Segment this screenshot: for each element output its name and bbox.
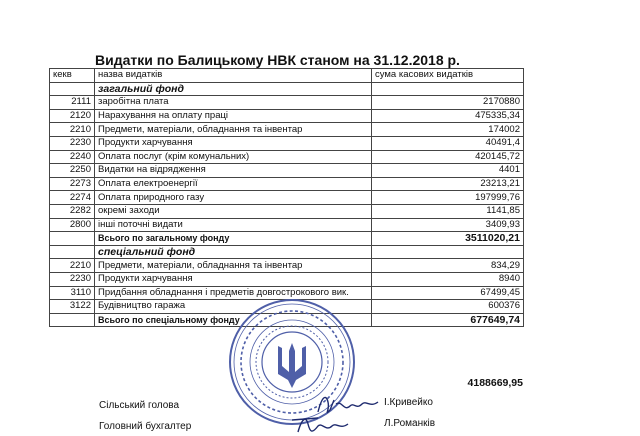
row-name: Продукти харчування — [95, 136, 372, 150]
general-fund-total-row — [50, 232, 524, 246]
row-amount: 8940 — [372, 272, 524, 286]
row-amount: 40491,4 — [372, 136, 524, 150]
head-role: Сільський голова — [99, 400, 180, 411]
trident-icon — [278, 343, 306, 388]
row-name: Оплата природного газу — [95, 191, 372, 205]
head-name: І.Кривейко — [384, 397, 433, 408]
header-row — [50, 69, 524, 83]
row-name: заробітна плата — [95, 96, 372, 110]
grand-total: 4188669,95 — [467, 377, 523, 389]
row-amount: 174002 — [372, 123, 524, 137]
table-row — [50, 164, 524, 178]
row-code: 2120 — [50, 109, 95, 123]
general-fund-heading: загальний фонд — [95, 82, 372, 96]
table-row — [50, 109, 524, 123]
row-code: 2230 — [50, 272, 95, 286]
accountant-signature — [288, 412, 358, 436]
document-title: Видатки по Балицькому НВК станом на 31.12.2018 р. — [95, 52, 460, 68]
expenses-table — [49, 68, 524, 327]
row-code: 2800 — [50, 218, 95, 232]
row-amount: 67499,45 — [372, 286, 524, 300]
row-code: 3122 — [50, 300, 95, 314]
table-row — [50, 123, 524, 137]
row-code: 2282 — [50, 204, 95, 218]
header-code: кекв — [50, 69, 95, 83]
table-row — [50, 218, 524, 232]
row-code: 3110 — [50, 286, 95, 300]
row-name: Придбання обладнання і предметів довгострокового вик. — [95, 286, 372, 300]
row-code: 2274 — [50, 191, 95, 205]
row-amount: 3409,93 — [372, 218, 524, 232]
row-amount: 1141,85 — [372, 204, 524, 218]
special-fund-heading-row — [50, 245, 524, 259]
general-fund-heading-row — [50, 82, 524, 96]
row-code: 2230 — [50, 136, 95, 150]
header-name: назва видатків — [95, 69, 372, 83]
row-amount: 600376 — [372, 300, 524, 314]
accountant-name: Л.Романків — [384, 418, 436, 429]
table-row — [50, 150, 524, 164]
row-name: Нарахування на оплату праці — [95, 109, 372, 123]
general-fund-total: 3511020,21 — [372, 232, 524, 246]
row-name: Видатки на відрядження — [95, 164, 372, 178]
row-code: 2250 — [50, 164, 95, 178]
special-fund-total-label: Всього по спеціальному фонду — [95, 313, 372, 327]
table-row — [50, 204, 524, 218]
special-fund-total: 677649,74 — [372, 313, 524, 327]
table-row — [50, 272, 524, 286]
row-name: окремі заходи — [95, 204, 372, 218]
row-amount: 420145,72 — [372, 150, 524, 164]
accountant-role: Головний бухгалтер — [99, 421, 192, 432]
row-amount: 197999,76 — [372, 191, 524, 205]
table-row — [50, 96, 524, 110]
row-name: інші поточні видати — [95, 218, 372, 232]
special-fund-heading: спеціальний фонд — [95, 245, 372, 259]
row-code: 2210 — [50, 123, 95, 137]
row-name: Предмети, матеріали, обладнання та інвентар — [95, 259, 372, 273]
table-row — [50, 177, 524, 191]
row-amount: 834,29 — [372, 259, 524, 273]
row-amount: 4401 — [372, 164, 524, 178]
row-name: Оплата електроенергії — [95, 177, 372, 191]
row-name: Продукти харчування — [95, 272, 372, 286]
row-code: 2210 — [50, 259, 95, 273]
row-amount: 2170880 — [372, 96, 524, 110]
row-code: 2273 — [50, 177, 95, 191]
table-row — [50, 136, 524, 150]
row-code: 2240 — [50, 150, 95, 164]
row-code: 2111 — [50, 96, 95, 110]
header-amount: сума касових видатків — [372, 69, 524, 83]
row-amount: 475335,34 — [372, 109, 524, 123]
general-fund-total-label: Всього по загальному фонду — [95, 232, 372, 246]
table-row — [50, 191, 524, 205]
row-name: Предмети, матеріали, обладнання та інвентар — [95, 123, 372, 137]
row-amount: 23213,21 — [372, 177, 524, 191]
row-name: Оплата послуг (крім комунальних) — [95, 150, 372, 164]
row-name: Будівництво гаража — [95, 300, 372, 314]
table-row — [50, 259, 524, 273]
